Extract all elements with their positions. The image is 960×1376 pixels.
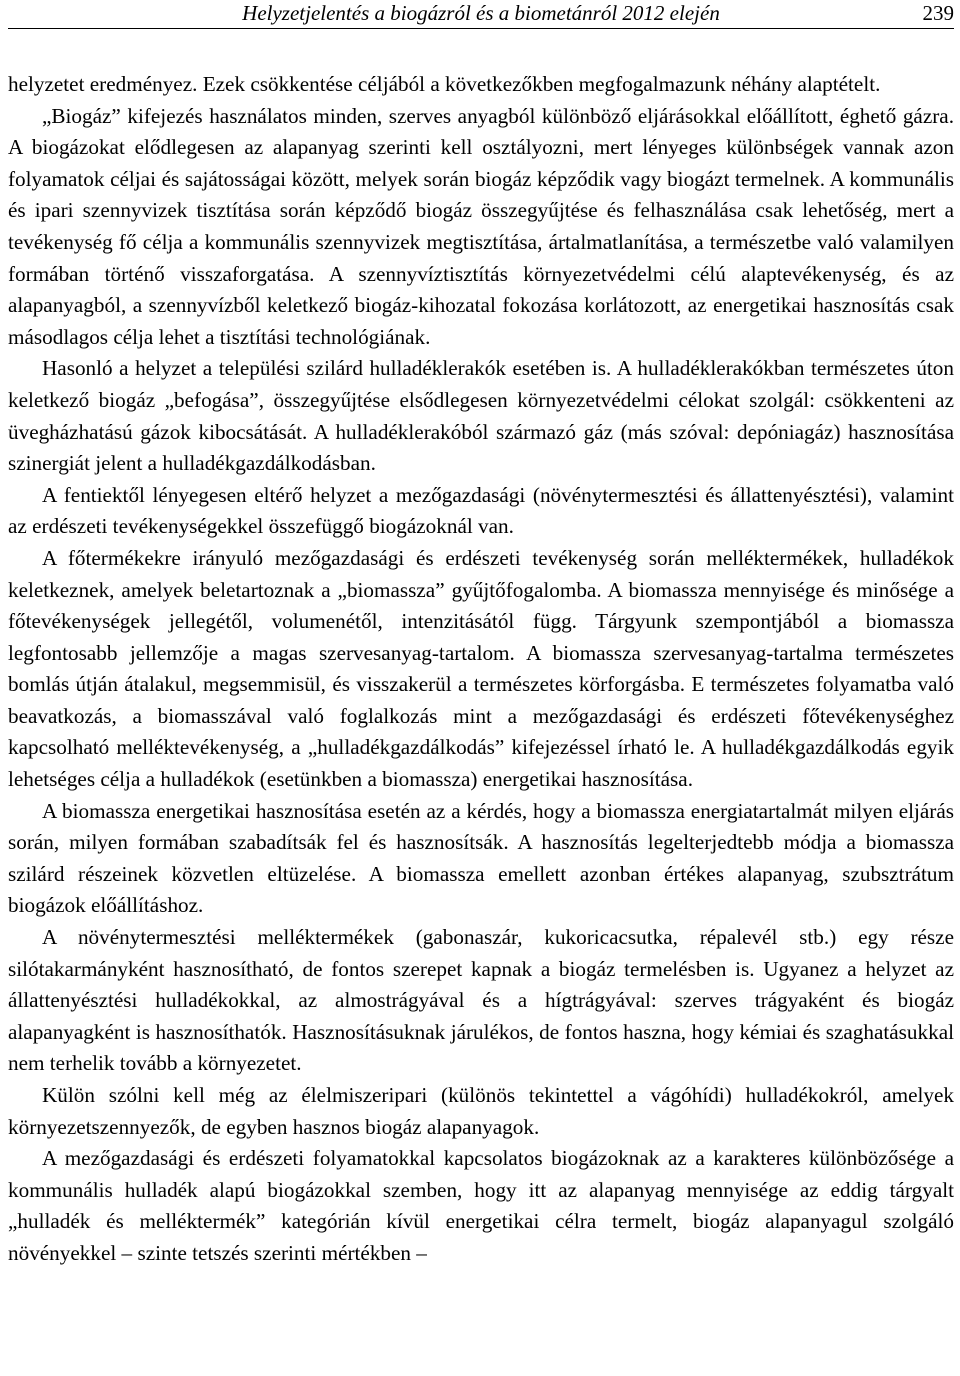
running-title: Helyzetjelentés a biogázról és a biometánról 2012 elején [242, 1, 720, 25]
paragraph: A biomassza energetikai hasznosítása esetén az a kérdés, hogy a biomassza energiatartalmát milyen eljárás során, milyen formában szabadítsák fel és hasznosítsák. A hasznosítás legelterjedtebb módja a biomassza szilárd részeinek közvetlen eltüzelése. A biomassza emellett azonban értékes alapanyag, szubsztrátum biogázok előállításhoz. [8, 798, 954, 918]
paragraph: „Biogáz” kifejezés használatos minden, szerves anyagból különböző eljárásokkal előállított, éghető gázra. A biogázokat elődlegesen az alapanyag szerinti kell osztályozni, mert lényeges különbségek vannak azon folyamatok céljai és sajátosságai között, melyek során biogáz képződik vagy biogázt termelnek. A kommunális és ipari szennyvizek tisztítása során képződő biogáz összegyűjtése és felhasználása csak lehetőség, mert a tevékenység fő célja a kommunális szennyvizek megtisztítása, ártalmatlanítása, a természetbe való valamilyen formában történő visszaforgatása. A szennyvíztisztítás környezetvédelmi célú alaptevékenység, és az alapanyagból, a szennyvízből keletkező biogáz-kihozatal fokozása korlátozott, az energetikai hasznosítás csak másodlagos célja lehet a tisztítási technológiának. [8, 103, 954, 349]
paragraph: helyzetet eredményez. Ezek csökkentése céljából a következőkben megfogalmazunk néhány alaptételt. [8, 72, 881, 96]
running-header [8, 0, 954, 29]
paragraph: A mezőgazdasági és erdészeti folyamatokkal kapcsolatos biogázoknak az a karakteres különbözősége a kommunális hulladék alapú biogázokkal szemben, hogy itt az alapanyag mennyisége az eddig tárgyalt „hulladék és melléktermék” kategórián kívül energetikai célra termelt, biogáz alapanyagul szolgáló növényekkel – szinte tetszés szerinti mértékben – [8, 1146, 954, 1265]
paragraph: Külön szólni kell még az élelmiszeripari (különös tekintettel a vágóhídi) hulladékokról, amelyek környezetszennyezők, de egyben hasznos biogáz alapanyagok. [8, 1083, 954, 1139]
paragraph: A növénytermesztési melléktermékek (gabonaszár, kukoricacsutka, répalevél stb.) egy része silótakarmányként hasznosítható, de fontos szerepet kapnak a biogáz termelésben is. Ugyanez a helyzet az állattenyésztési hulladékokkal, az almostrágyával és a hígtrágyával: szerves trágyaként és biogáz alapanyagként is hasznosíthatók. Hasznosításuknak járulékos, de fontos haszna, hogy kémiai és szaghatásukkal nem terhelik tovább a környezetet. [8, 925, 954, 1076]
document-page [8, 0, 954, 1270]
paragraph: A fentiektől lényegesen eltérő helyzet a mezőgazdasági (növénytermesztési és állattenyésztési), valamint az erdészeti tevékenységekkel összefüggő biogázoknál van. [8, 482, 954, 539]
body-text [8, 69, 954, 1270]
paragraph: Hasonló a helyzet a települési szilárd hulladéklerakók esetében is. A hulladéklerakókban természetes úton keletkező biogáz „befogása”, összegyűjtése elsődlegesen környezetvédelmi célokat szolgál: csökkenteni az üvegházhatású gázok kibocsátását. A hulladéklerakóból származó gáz (más szóval: depóniagáz) hasznosítása szinergiát jelent a hulladékgazdálkodásban. [8, 356, 954, 476]
paragraph: A főtermékekre irányuló mezőgazdasági és erdészeti tevékenység során melléktermékek, hulladékok keletkeznek, amelyek beletartoznak a „biomassza” gyűjtőfogalomba. A biomassza mennyisége és minősége a főtevékenységek jellegétől, volumenétől, intenzitásától függ. Tárgyunk szempontjából a biomassza legfontosabb jellemzője a magas szervesanyag-tartalom. A biomassza szervesanyag-tartalma természetes bomlás útján átalakul, megsemmisül, és visszakerül a természetes körforgásba. E természetes folyamatba való beavatkozás, a biomasszával való foglalkozás mint a mezőgazdasági és erdészeti főtevékenységhez kapcsolható melléktevékenység, a „hulladékgazdálkodás” kifejezéssel írható le. A hulladékgazdálkodás egyik lehetséges célja a hulladékok (esetünkben a biomassza) energetikai hasznosítása. [8, 545, 954, 792]
page-number: 239 [922, 1, 954, 25]
